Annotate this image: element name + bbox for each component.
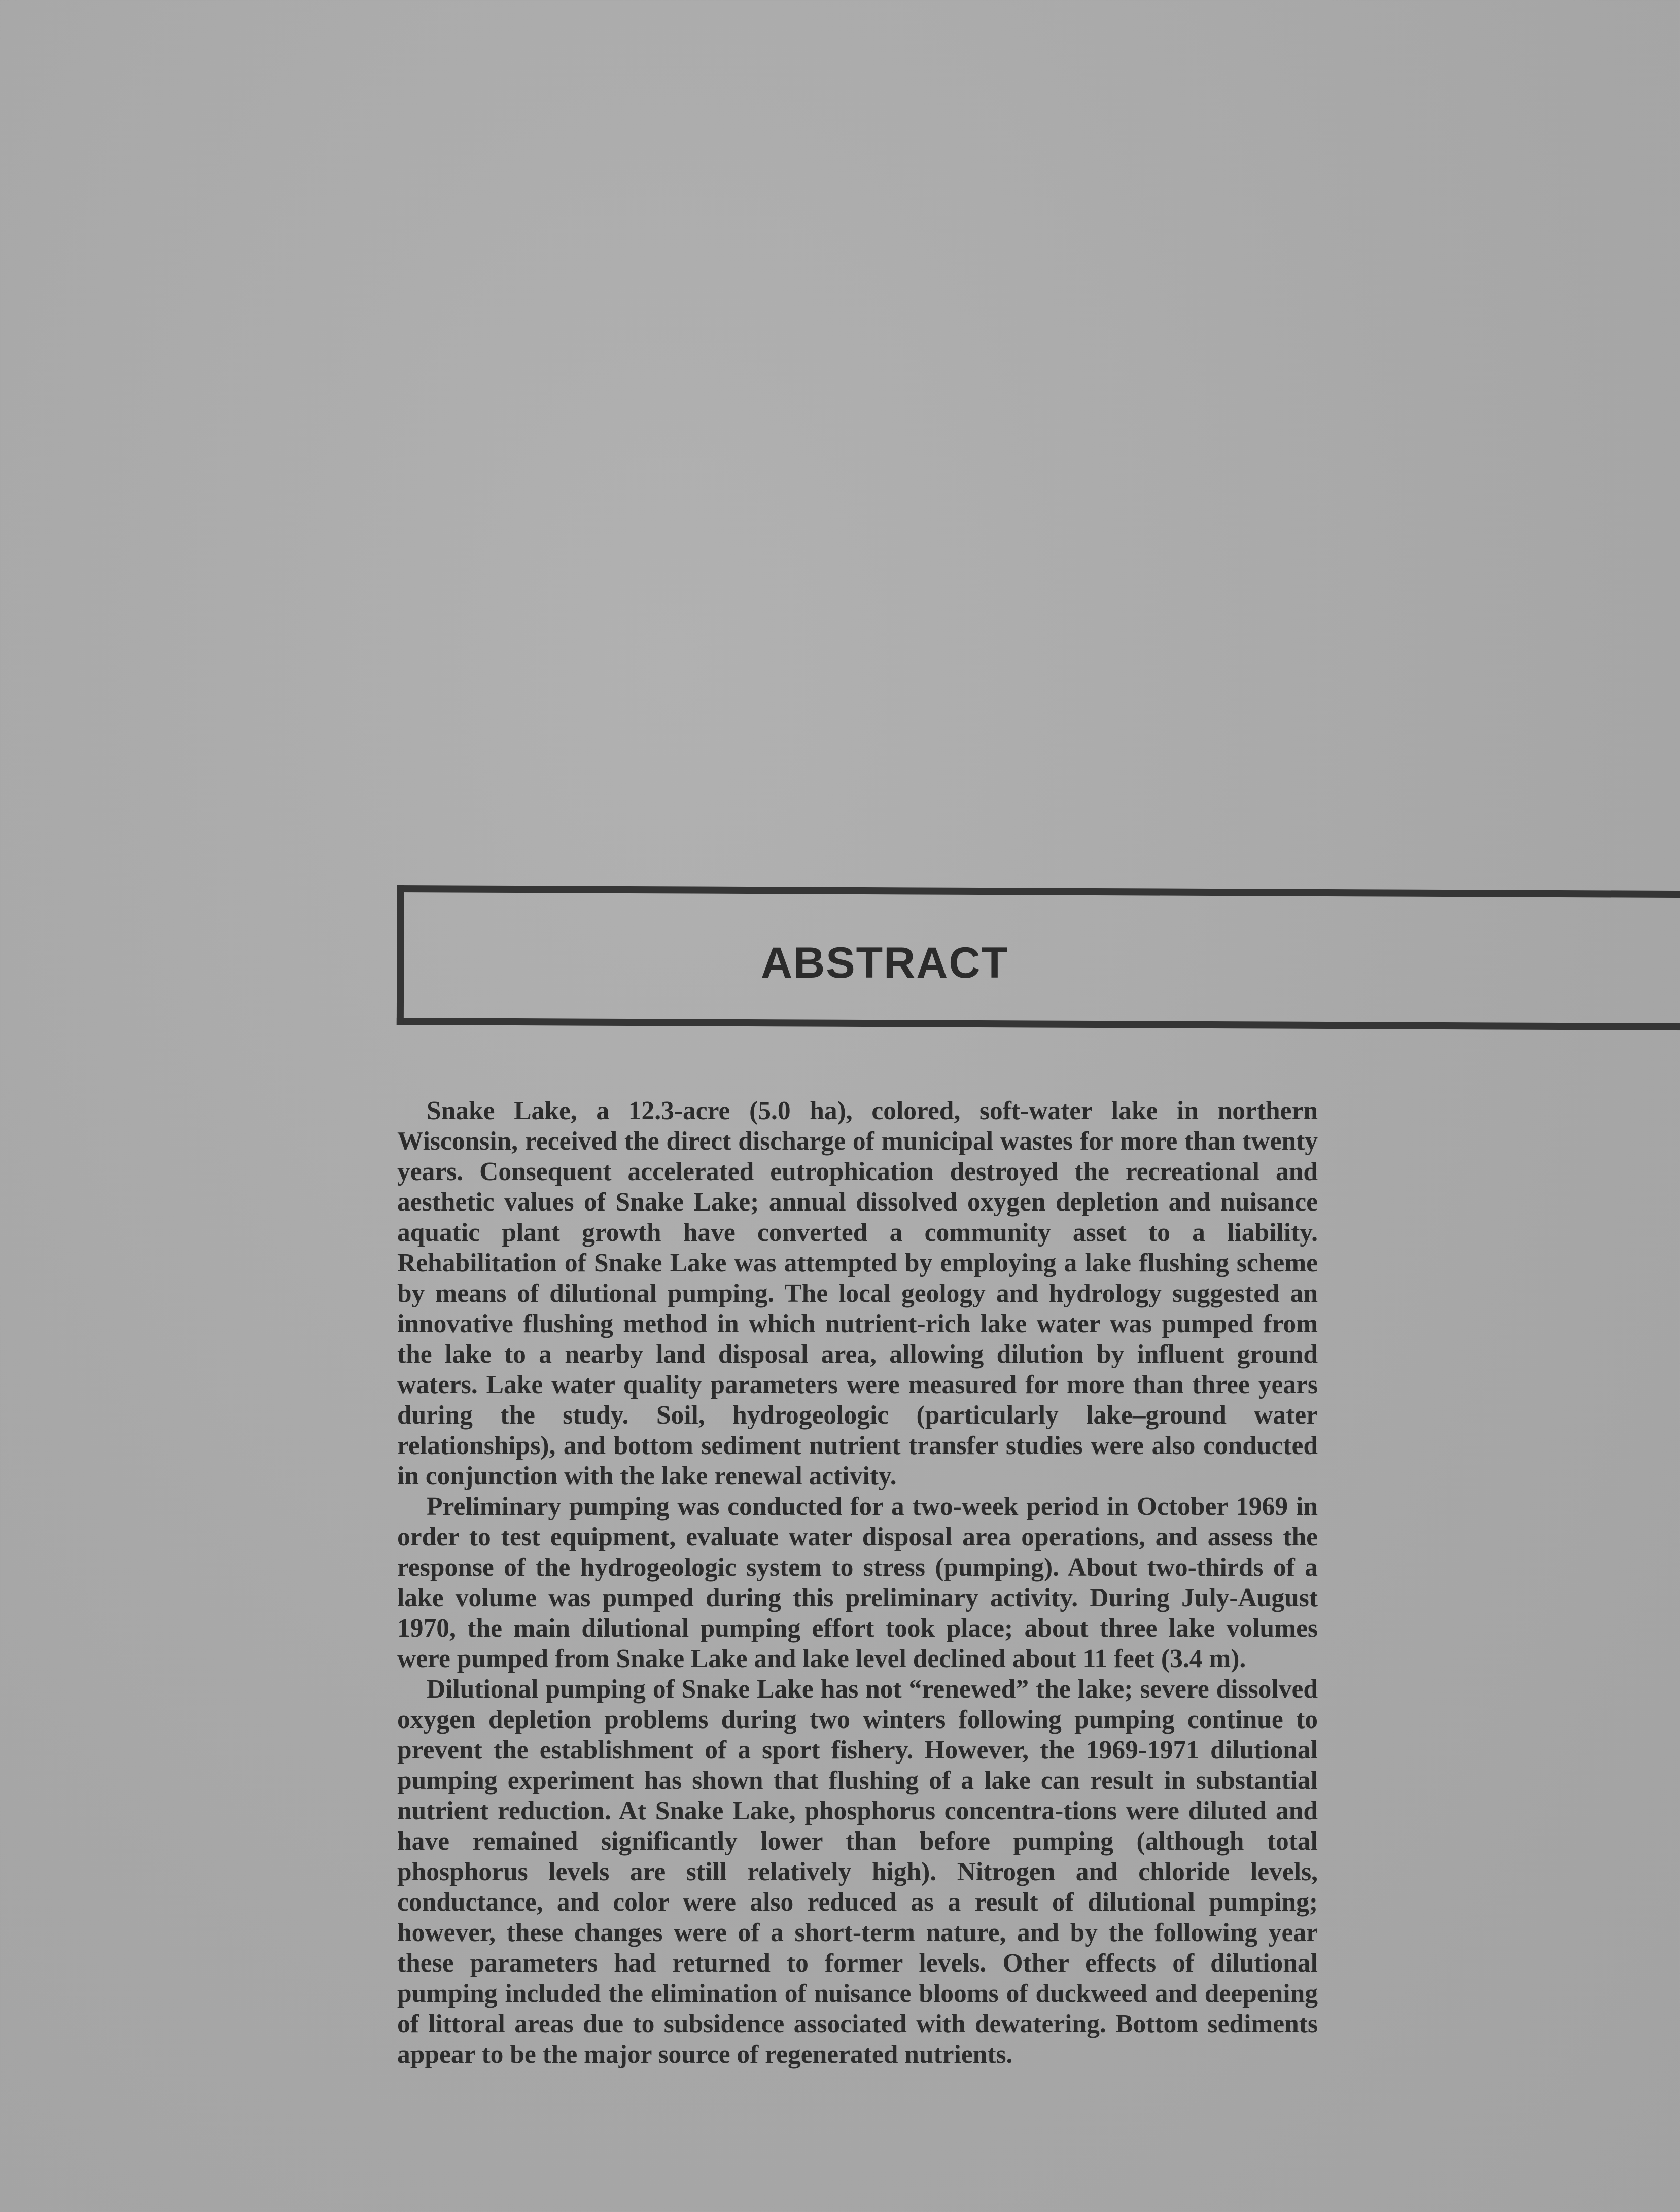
abstract-paragraph-2: Preliminary pumping was conducted for a two-week period in October 1969 in order to test equipment, evaluate water disposal area operations, and assess the response of the hydrogeologic system to stress (pumping). About two-thirds of a lake volume was pumped during this preliminary activity. During July-August 1970, the main dilutional pumping effort took place; about three lake volumes were pumped from Snake Lake and lake level declined about 11 feet (3.4 m).: [397, 1492, 1318, 1673]
heading-frame: [397, 885, 1680, 1030]
abstract-body: [397, 1096, 1318, 2070]
abstract-paragraph-1: Snake Lake, a 12.3-acre (5.0 ha), colored, soft-water lake in northern Wisconsin, received the direct discharge of municipal wastes for more than twenty years. Consequent accelerated eutrophication destroyed the recreational and aesthetic values of Snake Lake; annual dissolved oxygen depletion and nuisance aquatic plant growth have converted a community asset to a liability. Rehabilitation of Snake Lake was attempted by employing a lake flushing scheme by means of dilutional pumping. The local geology and hydrology suggested an innovative flushing method in which nutrient-rich lake water was pumped from the lake to a nearby land disposal area, allowing dilution by influent ground waters. Lake water quality parameters were measured for more than three years during the study. Soil, hydrogeologic (particularly lake–ground water relationships), and bottom sediment nutrient transfer studies were also conducted in conjunction with the lake renewal activity.: [397, 1096, 1318, 1491]
abstract-heading: ABSTRACT: [761, 939, 1009, 987]
abstract-paragraph-3: Dilutional pumping of Snake Lake has not “renewed” the lake; severe dissolved oxygen depletion problems during two winters following pumping continue to prevent the establishment of a sport fishery. However, the 1969-1971 dilutional pumping experiment has shown that flushing of a lake can result in substantial nutrient reduction. At Snake Lake, phosphorus concentra-tions were diluted and have remained significantly lower than before pumping (although total phosphorus levels are still relatively high). Nitrogen and chloride levels, conductance, and color were also reduced as a result of dilutional pumping; however, these changes were of a short-term nature, and by the following year these parameters had returned to former levels. Other effects of dilutional pumping included the elimination of nuisance blooms of duckweed and deepening of littoral areas due to subsidence associated with dewatering. Bottom sediments appear to be the major source of regenerated nutrients.: [397, 1675, 1318, 2069]
